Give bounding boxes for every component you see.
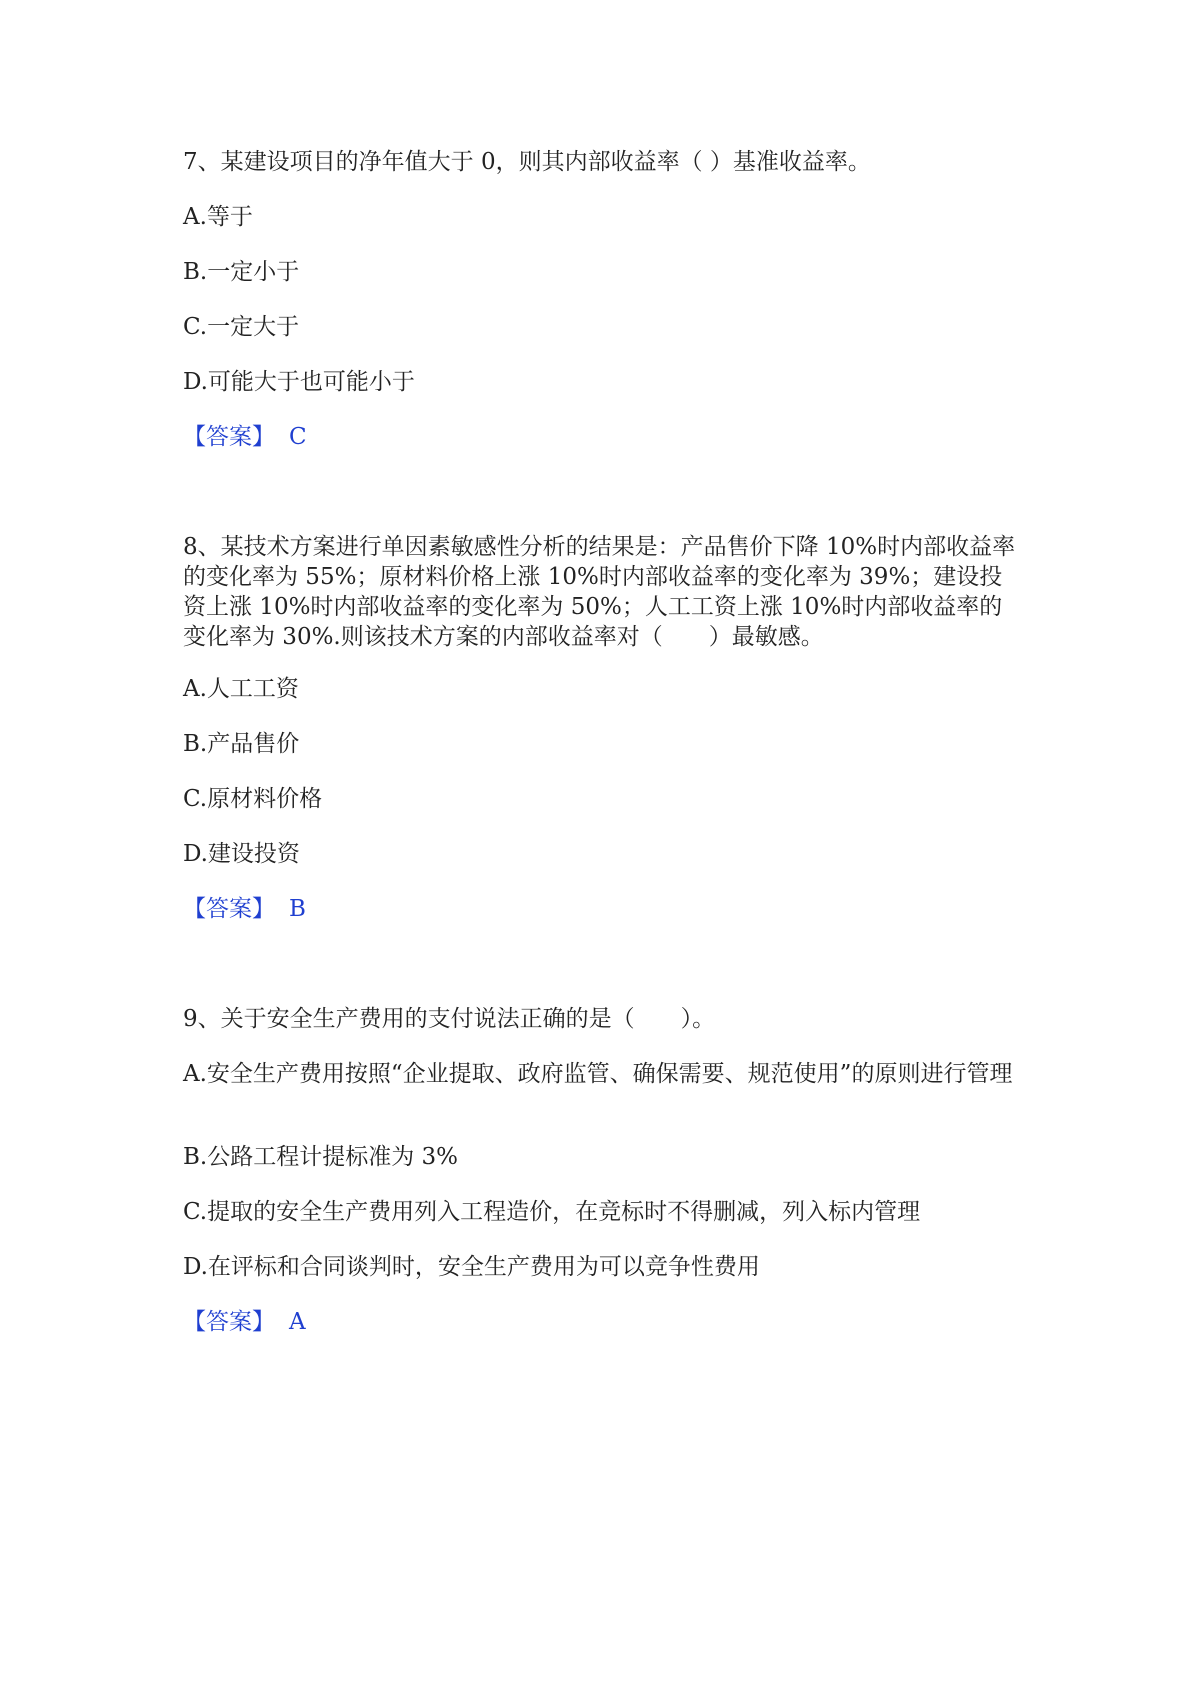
question-7-answer [183,422,307,452]
question-8-option-d: D.建设投资 [183,841,300,867]
question-7-option-a: A.等于 [183,204,253,230]
question-9-option-d: D.在评标和合同谈判时，安全生产费用为可以竞争性费用 [183,1254,760,1280]
answer-label: 【答案】 [183,1309,275,1335]
question-7-option-b: B.一定小于 [183,259,300,285]
answer-label: 【答案】 [183,896,275,922]
answer-value: A [289,1309,306,1335]
question-9-option-c: C.提取的安全生产费用列入工程造价，在竞标时不得删减，列入标内管理 [183,1199,921,1225]
question-9-option-b: B.公路工程计提标准为 3% [183,1144,459,1170]
question-8-answer [183,894,306,924]
question-8-option-a: A.人工工资 [183,676,299,702]
answer-value: C [289,424,307,450]
question-9-answer [183,1307,306,1337]
question-9-stem: 9、关于安全生产费用的支付说法正确的是（ ）。 [183,1006,716,1032]
answer-label: 【答案】 [183,424,275,450]
question-9-option-a: A.安全生产费用按照“企业提取、政府监管、确保需要、规范使用”的原则进行管理 [183,1061,1013,1087]
question-8-stem: 8、某技术方案进行单因素敏感性分析的结果是：产品售价下降 10%时内部收益率的变化率为 55%；原材料价格上涨 10%时内部收益率的变化率为 39%；建设投资上涨 10%时内部收益率的变化率为 50%；人工工资上涨 10%时内部收益率的变化率为 30%.则该技术方案的内部收益率对（ ）最敏感。 [183,534,1016,650]
question-7-option-c: C.一定大于 [183,314,300,340]
question-8-option-c: C.原材料价格 [183,786,323,812]
question-7-option-d: D.可能大于也可能小于 [183,369,415,395]
question-8-option-b: B.产品售价 [183,731,300,757]
question-7-stem: 7、某建设项目的净年值大于 0，则其内部收益率（ ）基准收益率。 [183,149,871,175]
answer-value: B [289,896,306,922]
